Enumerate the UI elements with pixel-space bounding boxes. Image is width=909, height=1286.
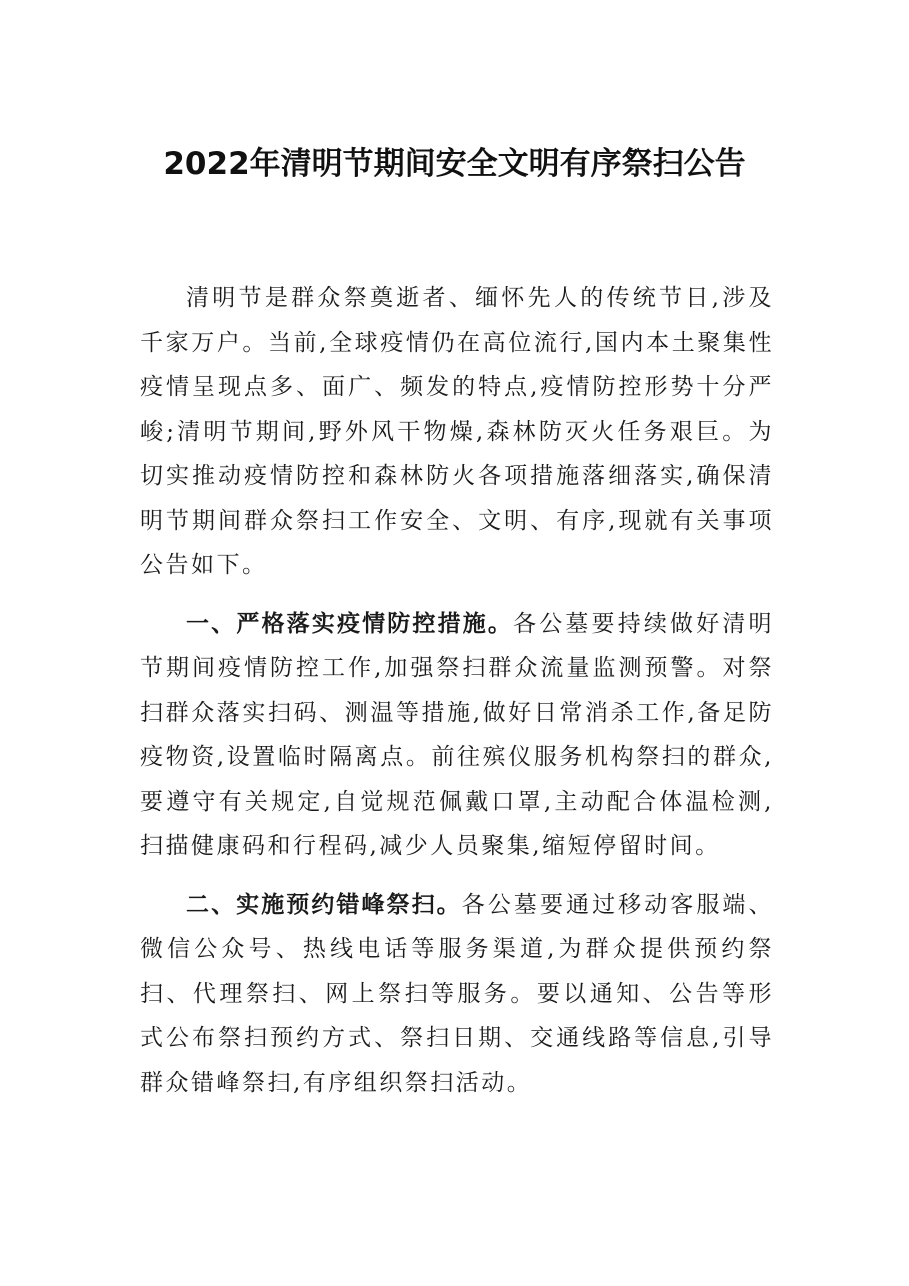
section-1-paragraph [140,602,774,869]
intro-paragraph: 清明节是群众祭奠逝者、缅怀先人的传统节日,涉及千家万户。当前,全球疫情仍在高位流行,国内本土聚集性疫情呈现点多、面广、频发的特点,疫情防控形势十分严峻;清明节期间,野外风干物燥,森林防灭火任务艰巨。为切实推动疫情防控和森林防火各项措施落细落实,确保清明节期间群众祭扫工作安全、文明、有序,现就有关事项公告如下。 [140,285,774,578]
section-1-text: 各公墓要持续做好清明节期间疫情防控工作,加强祭扫群众流量监测预警。对祭扫群众落实扫码、测温等措施,做好日常消杀工作,备足防疫物资,设置临时隔离点。前往殡仪服务机构祭扫的群众,要遵守有关规定,自觉规范佩戴口罩,主动配合体温检测,扫描健康码和行程码,减少人员聚集,缩短停留时间。 [140,610,775,859]
section-2-heading: 二、实施预约错峰祭扫。 [186,891,462,918]
document-body [140,276,774,1119]
section-2-paragraph [140,883,774,1106]
section-1-heading: 一、严格落实疫情防控措施。 [186,610,514,637]
document-title: 2022年清明节期间安全文明有序祭扫公告 [163,146,746,182]
section-2-text: 各公墓要通过移动客服端、微信公众号、热线电话等服务渠道,为群众提供预约祭扫、代理祭扫、网上祭扫等服务。要以通知、公告等形式公布祭扫预约方式、祭扫日期、交通线路等信息,引导群众错峰祭扫,有序组织祭扫活动。 [140,891,775,1096]
